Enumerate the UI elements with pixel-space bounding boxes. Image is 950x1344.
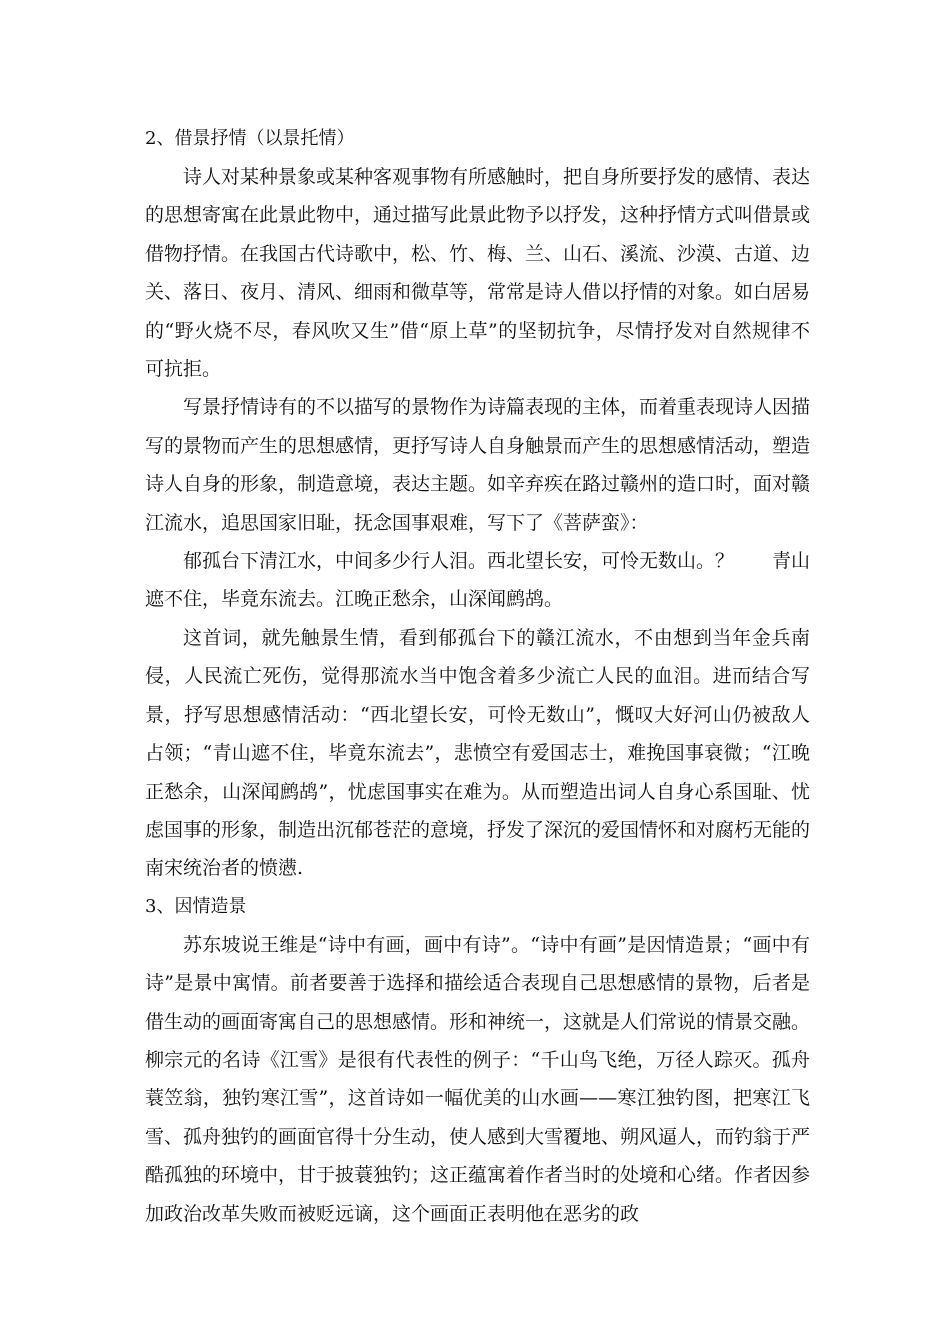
section-heading-3: 3、因情造景 (145, 895, 247, 917)
document-body (145, 120, 810, 1233)
paragraph-borrowing-scenery: 诗人对某种景象或某种客观事物有所感触时，把自身所要抒发的感情、表达的思想寄寓在此景此物中，通过描写此景此物予以抒发，这种抒情方式叫借景或借物抒情。在我国古代诗歌中，松、竹、梅、兰、山石、溪流、沙漠、古道、边关、落日、夜月、清风、细雨和微草等，常常是诗人借以抒情的对象。如白居易的“野火烧不尽，春风吹又生”借“原上草”的坚韧抗争，尽情抒发对自然规律不可抗拒。 (145, 166, 811, 381)
paragraph-scene-from-emotion: 苏东坡说王维是“诗中有画，画中有诗”。“诗中有画”是因情造景；“画中有诗”是景中寓情。前者要善于选择和描绘适合表现自己思想感情的景物，后者是借生动的画面寄寓自己的思想感情。形和神统一，这就是人们常说的情景交融。柳宗元的名诗《江雪》是很有代表性的例子：“千山鸟飞绝，万径人踪灭。孤舟蓑笠翁，独钓寒江雪”，这首诗如一幅优美的山水画——寒江独钓图，把寒江飞雪、孤舟独钓的画面官得十分生动，使人感到大雪覆地、朔风逼人，而钓翁于严酷孤独的环境中，甘于披蓑独钓；这正蕴寓着作者当时的处境和心绪。作者因参加政治改革失败而被贬远谪，这个画面正表明他在恶劣的政 (145, 933, 811, 1225)
paragraph-poem-analysis: 这首词，就先触景生情，看到郁孤台下的赣江流水，不由想到当年金兵南侵，人民流亡死伤，觉得那流水当中饱含着多少流亡人民的血泪。进而结合写景，抒写思想感情活动：“西北望长安，可怜无数山”，慨叹大好河山仍被敌人占领；“青山遮不住，毕竟东流去”，悲愤空有爱国志士，难挽国事衰微；“江晚正愁余，山深闻鹧鸪”，忧虑国事实在难为。从而塑造出词人自身心系国耻、忧虑国事的形象，制造出沉郁苍茫的意境，抒发了深沉的爱国情怀和对腐朽无能的南宋统治者的愤懑. (145, 626, 811, 880)
paragraph-scenery-poems: 写景抒情诗有的不以描写的景物作为诗篇表现的主体，而着重表现诗人因描写的景物而产生的思想感情，更抒写诗人自身触景而产生的思想感情活动，塑造诗人自身的形象，制造意境，表达主题。如辛弃疾在路过赣州的造口时，面对赣江流水，追思国家旧耻，抚念国事艰难，写下了《菩萨蛮》： (145, 396, 811, 534)
poem-pusaman: 郁孤台下清江水，中间多少行人泪。西北望长安，可怜无数山。？ 青山遮不住，毕竟东流去。江晚正愁余，山深闻鹧鸪。 (145, 550, 811, 611)
section-heading-2: 2、借景抒情（以景托情） (145, 128, 355, 149)
